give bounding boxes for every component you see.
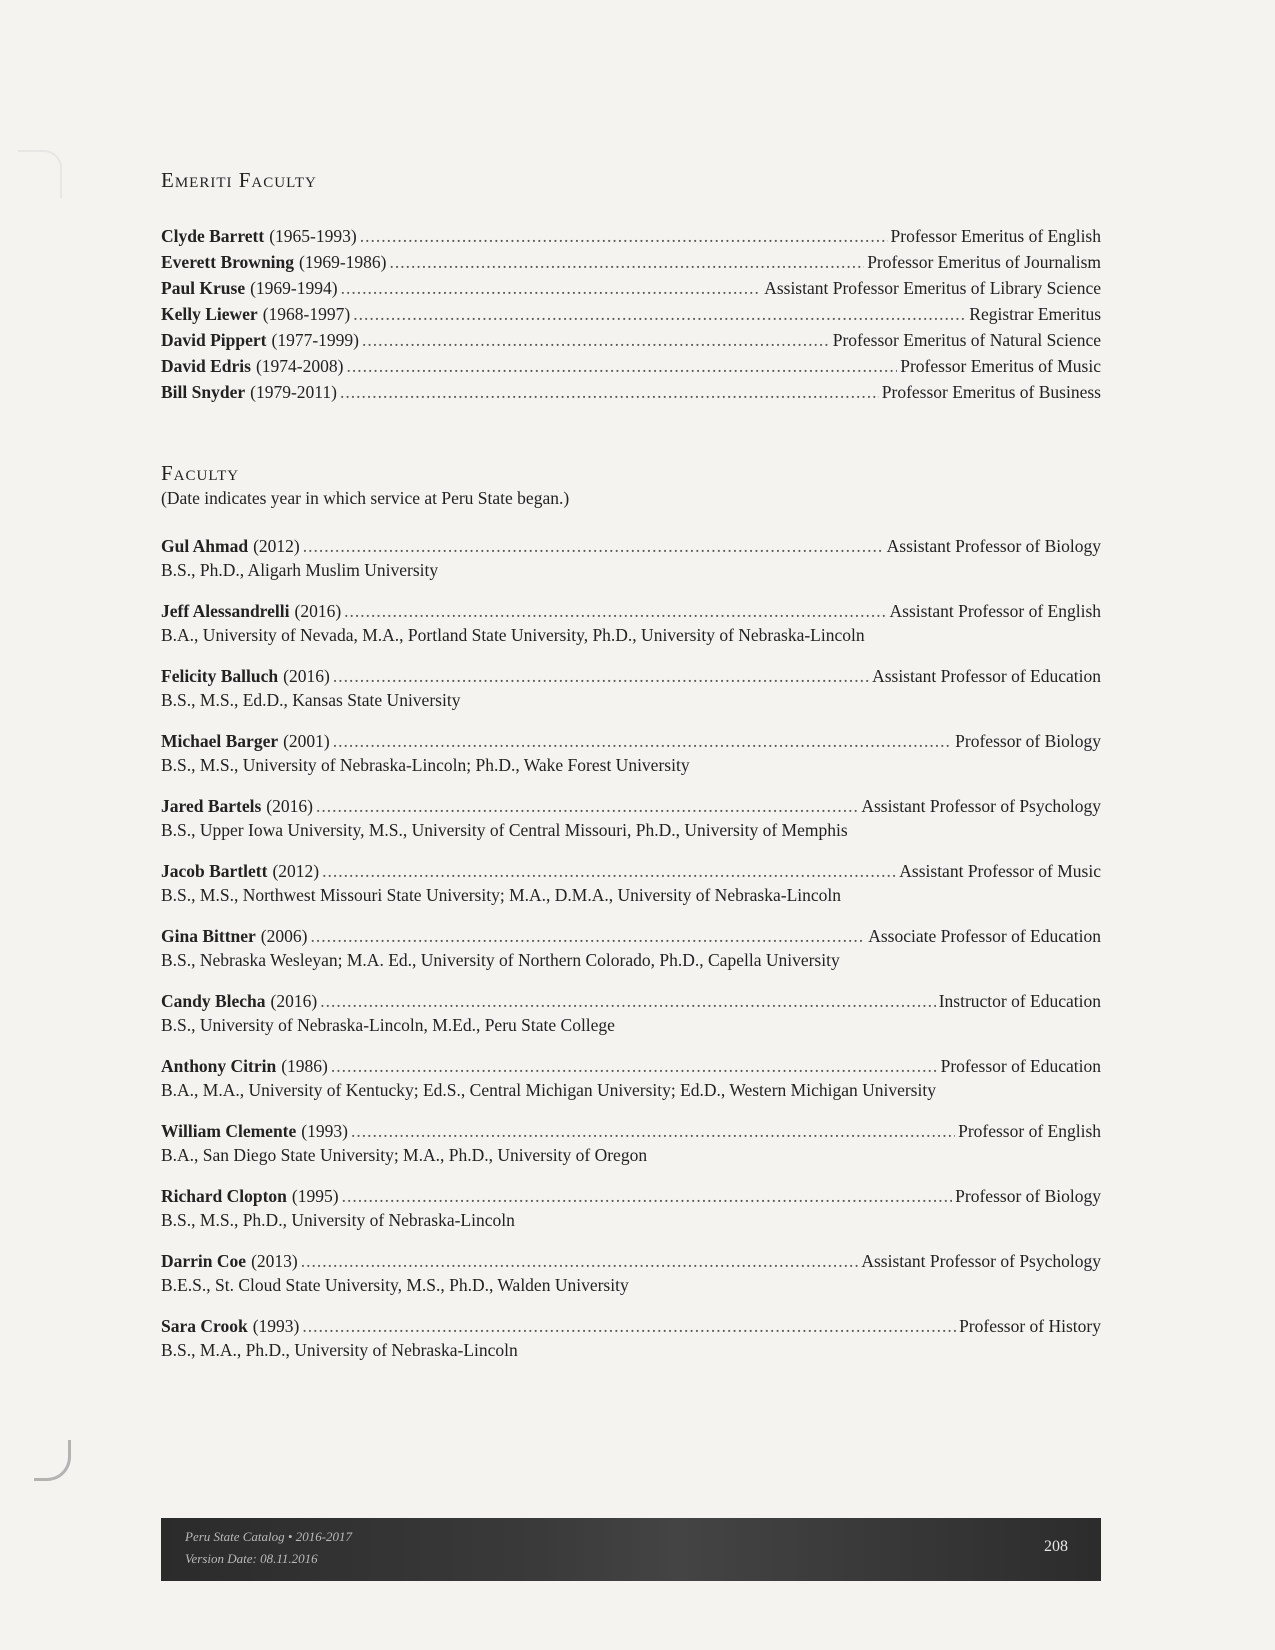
faculty-title: Assistant Professor of Education: [872, 666, 1101, 686]
faculty-degrees: B.A., M.A., University of Kentucky; Ed.S., Central Michigan University; Ed.D., Western Michigan University: [161, 1080, 936, 1100]
faculty-entry: [161, 728, 1101, 777]
faculty-name: Kelly Liewer: [161, 304, 258, 324]
scan-binding-mark: [34, 1440, 71, 1481]
faculty-title: Assistant Professor of Biology: [886, 536, 1101, 556]
faculty-name: Clyde Barrett: [161, 226, 265, 246]
emeriti-row: [161, 249, 1101, 275]
dot-leader: [353, 301, 966, 327]
dot-leader: [331, 1053, 938, 1079]
faculty-years: (2016): [270, 991, 318, 1011]
dot-leader: [340, 379, 879, 405]
faculty-row: [161, 598, 1101, 624]
faculty-years: (2013): [251, 1251, 298, 1271]
page-number: 208: [1044, 1538, 1068, 1555]
faculty-title: Assistant Professor of Music: [899, 861, 1101, 881]
dot-leader: [344, 598, 886, 624]
faculty-entry: [161, 598, 1101, 647]
faculty-degrees: B.E.S., St. Cloud State University, M.S., Ph.D., Walden University: [161, 1275, 629, 1295]
faculty-title: Professor of English: [958, 1121, 1101, 1141]
emeriti-row: [161, 223, 1101, 249]
faculty-name: David Pippert: [161, 330, 267, 350]
faculty-years: (1969-1986): [299, 252, 387, 272]
emeriti-row: [161, 379, 1101, 405]
emeriti-row: [161, 327, 1101, 353]
emeriti-list: [161, 223, 1101, 405]
faculty-list: [161, 533, 1101, 1362]
faculty-title: Assistant Professor of Psychology: [861, 796, 1101, 816]
faculty-name: Jared Bartels: [161, 796, 262, 816]
faculty-years: (2016): [294, 601, 342, 621]
faculty-years: (2016): [283, 666, 330, 686]
faculty-title: Registrar Emeritus: [969, 304, 1101, 324]
dot-leader: [303, 533, 884, 559]
faculty-name: Gina Bittner: [161, 926, 256, 946]
faculty-title: Professor of Biology: [955, 1186, 1101, 1206]
faculty-degrees: B.S., M.A., Ph.D., University of Nebraska-Lincoln: [161, 1340, 518, 1360]
faculty-title: Professor Emeritus of English: [890, 226, 1101, 246]
faculty-degrees: B.S., Ph.D., Aligarh Muslim University: [161, 560, 439, 580]
dot-leader: [362, 327, 830, 353]
faculty-years: (1995): [291, 1186, 339, 1206]
emeriti-row: [161, 301, 1101, 327]
faculty-row: [161, 663, 1101, 689]
faculty-years: (2012): [272, 861, 320, 881]
faculty-name: Richard Clopton: [161, 1186, 287, 1206]
faculty-name: Paul Kruse: [161, 278, 246, 298]
faculty-row: [161, 1118, 1101, 1144]
faculty-degrees: B.S., Nebraska Wesleyan; M.A. Ed., University of Northern Colorado, Ph.D., Capella University: [161, 950, 840, 970]
faculty-row: [161, 858, 1101, 884]
faculty-entry: [161, 923, 1101, 972]
faculty-name: Sara Crook: [161, 1316, 248, 1336]
faculty-title: Professor of Education: [940, 1056, 1101, 1076]
faculty-years: (1979-2011): [250, 382, 337, 402]
dot-leader: [322, 858, 896, 884]
dot-leader: [316, 793, 858, 819]
faculty-name: Bill Snyder: [161, 382, 246, 402]
faculty-years: (2012): [253, 536, 300, 556]
emeriti-faculty-section: [161, 168, 1101, 405]
faculty-degrees: B.S., M.S., Northwest Missouri State University; M.A., D.M.A., University of Nebraska-Lincoln: [161, 885, 842, 905]
faculty-years: (1969-1994): [250, 278, 338, 298]
dot-leader: [341, 275, 762, 301]
dot-leader: [320, 988, 936, 1014]
faculty-title: Instructor of Education: [938, 991, 1101, 1011]
emeriti-row: [161, 275, 1101, 301]
dot-leader: [390, 249, 865, 275]
faculty-note: (Date indicates year in which service at Peru State began.): [161, 488, 570, 508]
faculty-title: Professor Emeritus of Natural Science: [832, 330, 1101, 350]
faculty-years: (2016): [266, 796, 313, 816]
faculty-entry: [161, 1313, 1101, 1362]
faculty-years: (1993): [301, 1121, 348, 1141]
faculty-years: (1986): [281, 1056, 328, 1076]
faculty-row: [161, 793, 1101, 819]
faculty-name: Candy Blecha: [161, 991, 266, 1011]
catalog-footer: [161, 1518, 1101, 1581]
faculty-title: Assistant Professor Emeritus of Library Science: [764, 278, 1101, 298]
faculty-entry: [161, 793, 1101, 842]
faculty-heading: Faculty: [161, 461, 240, 485]
faculty-name: Gul Ahmad: [161, 536, 249, 556]
faculty-title: Professor Emeritus of Music: [900, 356, 1101, 376]
dot-leader: [333, 663, 869, 689]
faculty-title: Assistant Professor of English: [889, 601, 1101, 621]
dot-leader: [301, 1248, 859, 1274]
dot-leader: [342, 1183, 953, 1209]
faculty-entry: [161, 1118, 1101, 1167]
scan-margin-mark: [18, 150, 62, 198]
faculty-title: Professor Emeritus of Business: [881, 382, 1101, 402]
faculty-row: [161, 533, 1101, 559]
dot-leader: [346, 353, 897, 379]
faculty-row: [161, 1313, 1101, 1339]
faculty-entry: [161, 1248, 1101, 1297]
faculty-section: [161, 461, 1101, 1378]
faculty-name: Michael Barger: [161, 731, 279, 751]
faculty-degrees: B.S., M.S., Ph.D., University of Nebraska-Lincoln: [161, 1210, 515, 1230]
faculty-entry: [161, 533, 1101, 582]
faculty-name: Jacob Bartlett: [161, 861, 268, 881]
faculty-years: (1965-1993): [269, 226, 357, 246]
faculty-name: William Clemente: [161, 1121, 297, 1141]
faculty-row: [161, 728, 1101, 754]
faculty-row: [161, 1053, 1101, 1079]
faculty-years: (1977-1999): [271, 330, 359, 350]
faculty-years: (2001): [283, 731, 330, 751]
faculty-years: (2006): [260, 926, 308, 946]
emeriti-heading: Emeriti Faculty: [161, 168, 317, 192]
faculty-name: Jeff Alessandrelli: [161, 601, 290, 621]
faculty-row: [161, 1248, 1101, 1274]
faculty-title: Professor Emeritus of Journalism: [867, 252, 1101, 272]
faculty-entry: [161, 858, 1101, 907]
faculty-row: [161, 923, 1101, 949]
faculty-degrees: B.A., University of Nevada, M.A., Portland State University, Ph.D., University of Nebraska-Lincoln: [161, 625, 865, 645]
faculty-row: [161, 1183, 1101, 1209]
dot-leader: [333, 728, 952, 754]
faculty-entry: [161, 1183, 1101, 1232]
footer-version-date: Version Date: 08.11.2016: [185, 1551, 318, 1566]
faculty-title: Professor of Biology: [955, 731, 1101, 751]
faculty-entry: [161, 1053, 1101, 1102]
faculty-title: Assistant Professor of Psychology: [861, 1251, 1101, 1271]
faculty-name: Felicity Balluch: [161, 666, 279, 686]
faculty-years: (1974-2008): [255, 356, 344, 376]
faculty-title: Associate Professor of Education: [868, 926, 1101, 946]
footer-catalog-title: Peru State Catalog • 2016-2017: [185, 1529, 353, 1544]
faculty-degrees: B.S., University of Nebraska-Lincoln, M.Ed., Peru State College: [161, 1015, 615, 1035]
faculty-degrees: B.S., M.S., University of Nebraska-Lincoln; Ph.D., Wake Forest University: [161, 755, 690, 775]
faculty-name: Darrin Coe: [161, 1251, 247, 1271]
faculty-title: Professor of History: [959, 1316, 1101, 1336]
dot-leader: [310, 923, 865, 949]
faculty-years: (1968-1997): [262, 304, 351, 324]
faculty-degrees: B.S., Upper Iowa University, M.S., University of Central Missouri, Ph.D., University of Memphis: [161, 820, 848, 840]
faculty-years: (1993): [252, 1316, 300, 1336]
dot-leader: [302, 1313, 956, 1339]
dot-leader: [360, 223, 888, 249]
faculty-name: David Edris: [161, 356, 251, 376]
dot-leader: [351, 1118, 955, 1144]
faculty-name: Anthony Citrin: [161, 1056, 277, 1076]
faculty-row: [161, 988, 1101, 1014]
faculty-entry: [161, 988, 1101, 1037]
footer-catalog-info: [185, 1526, 352, 1570]
faculty-entry: [161, 663, 1101, 712]
faculty-degrees: B.S., M.S., Ed.D., Kansas State University: [161, 690, 461, 710]
emeriti-row: [161, 353, 1101, 379]
faculty-name: Everett Browning: [161, 252, 295, 272]
faculty-degrees: B.A., San Diego State University; M.A., Ph.D., University of Oregon: [161, 1145, 648, 1165]
